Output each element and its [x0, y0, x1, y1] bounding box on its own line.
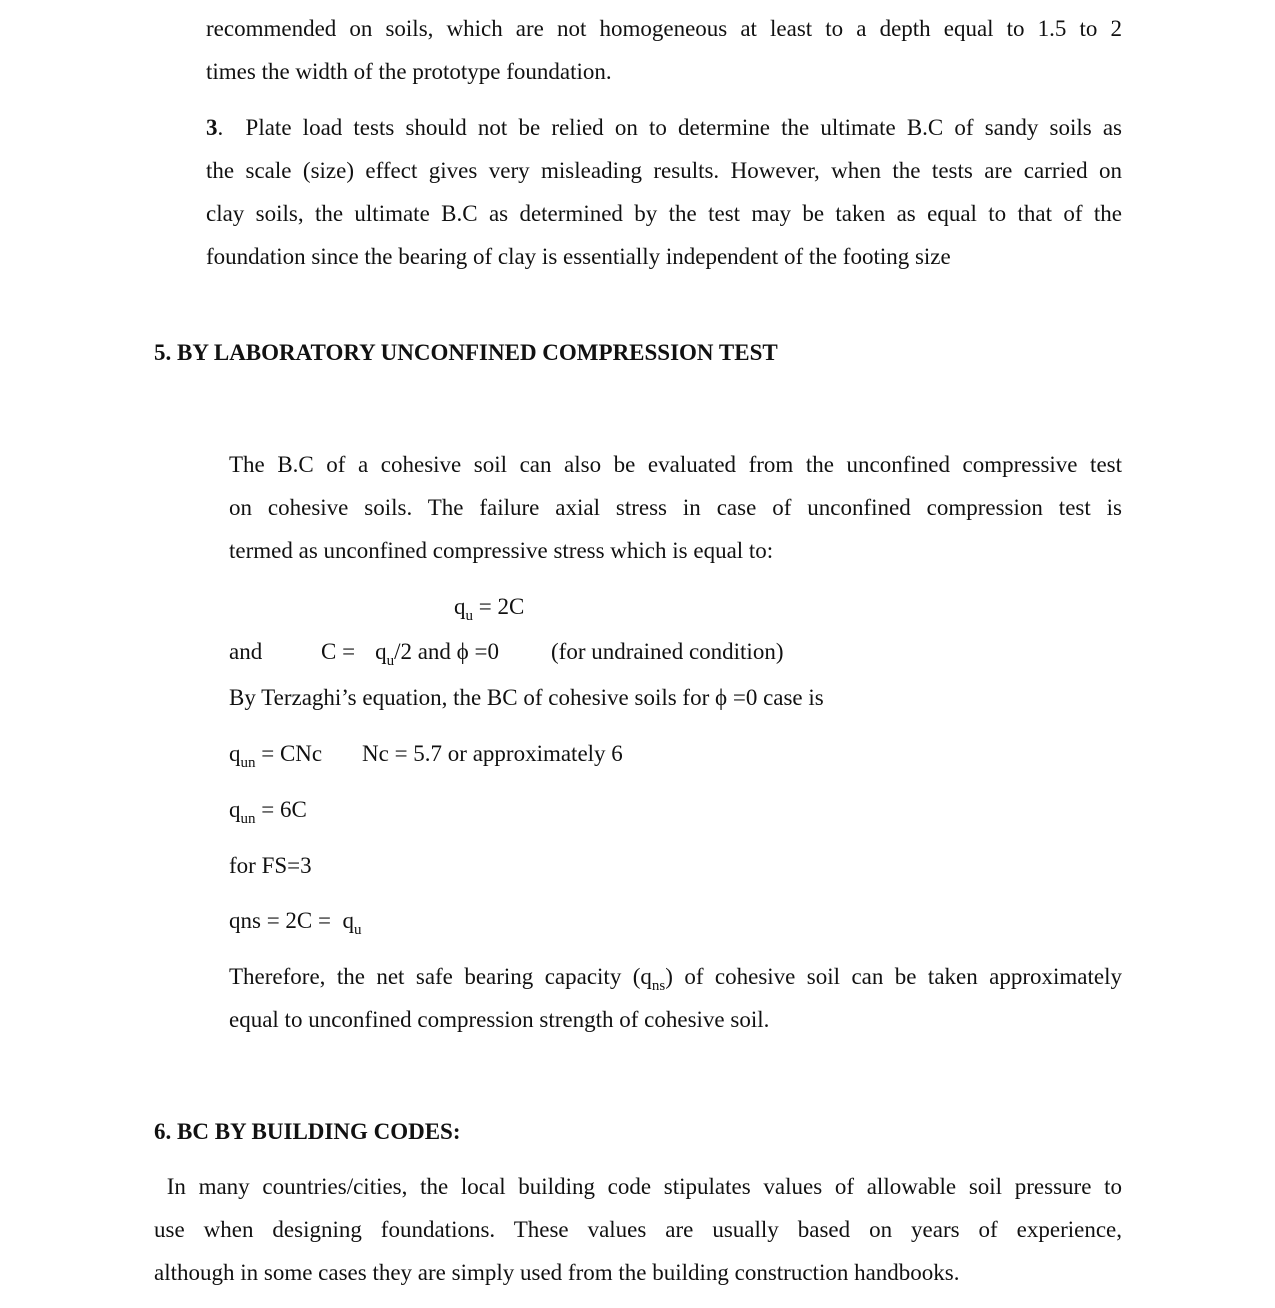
equation-fs: for FS=3 [229, 853, 312, 878]
paragraph-line: By Terzaghi’s equation, the BC of cohesive soils for ϕ =0 case is [229, 685, 824, 710]
paragraph-line: clay soils, the ultimate B.C as determined by the test may be taken as equal to that of the [206, 201, 1122, 226]
paragraph-line: Therefore, the net safe bearing capacity $(q_{ns})$ of cohesive soil can be taken approximately [229, 964, 1122, 994]
equation-c-body: $C = q_u/2$ and ϕ =0 [321, 639, 499, 669]
equation-qns: qns = $2C = q_u$ [229, 908, 362, 938]
point-text: Plate load tests should not be relied on to determine the ultimate B.C of sandy soils as [245, 115, 1123, 140]
equation-c: and [229, 639, 263, 664]
numbered-point-3: 3. Plate load tests should not be relied on to determine the ultimate B.C of sandy soils as [206, 115, 1123, 140]
paragraph-line: The B.C of a cohesive soil can also be evaluated from the unconfined compressive test [229, 452, 1122, 477]
equation-note: (for undrained condition) [551, 639, 784, 664]
equation-qun-6c: $q_{un} = 6C$ [229, 797, 307, 827]
paragraph-line: times the width of the prototype foundation. [206, 59, 612, 84]
paragraph-line: equal to unconfined compression strength of cohesive soil. [229, 1007, 770, 1032]
equation-qun-cnc: $q_{un}$ = CNc [229, 741, 323, 771]
point-number: 3 [206, 115, 218, 140]
paragraph-line: on cohesive soils. The failure axial stress in case of unconfined compression test is [229, 495, 1122, 520]
paragraph-line: In many countries/cities, the local building code stipulates values of allowable soil pressure to [154, 1174, 1123, 1199]
equation-qu: $q_u = 2C$ [454, 594, 525, 624]
paragraph-line: use when designing foundations. These values are usually based on years of experience, [154, 1217, 1122, 1242]
section-heading: 6. BC BY BUILDING CODES: [154, 1119, 461, 1144]
paragraph-line: termed as unconfined compressive stress which is equal to: [229, 538, 774, 563]
section-heading: 5. BY LABORATORY UNCONFINED COMPRESSION TEST [154, 340, 778, 365]
paragraph-line: the scale (size) effect gives very misleading results. However, when the tests are carried on [206, 158, 1122, 183]
paragraph-line: foundation since the bearing of clay is essentially independent of the footing size [206, 244, 951, 269]
equation-nc: Nc = 5.7 or approximately 6 [362, 741, 623, 766]
paragraph-line: recommended on soils, which are not homogeneous at least to a depth equal to 1.5 to 2 [206, 16, 1122, 41]
paragraph-line: although in some cases they are simply used from the building construction handbooks. [154, 1260, 960, 1285]
